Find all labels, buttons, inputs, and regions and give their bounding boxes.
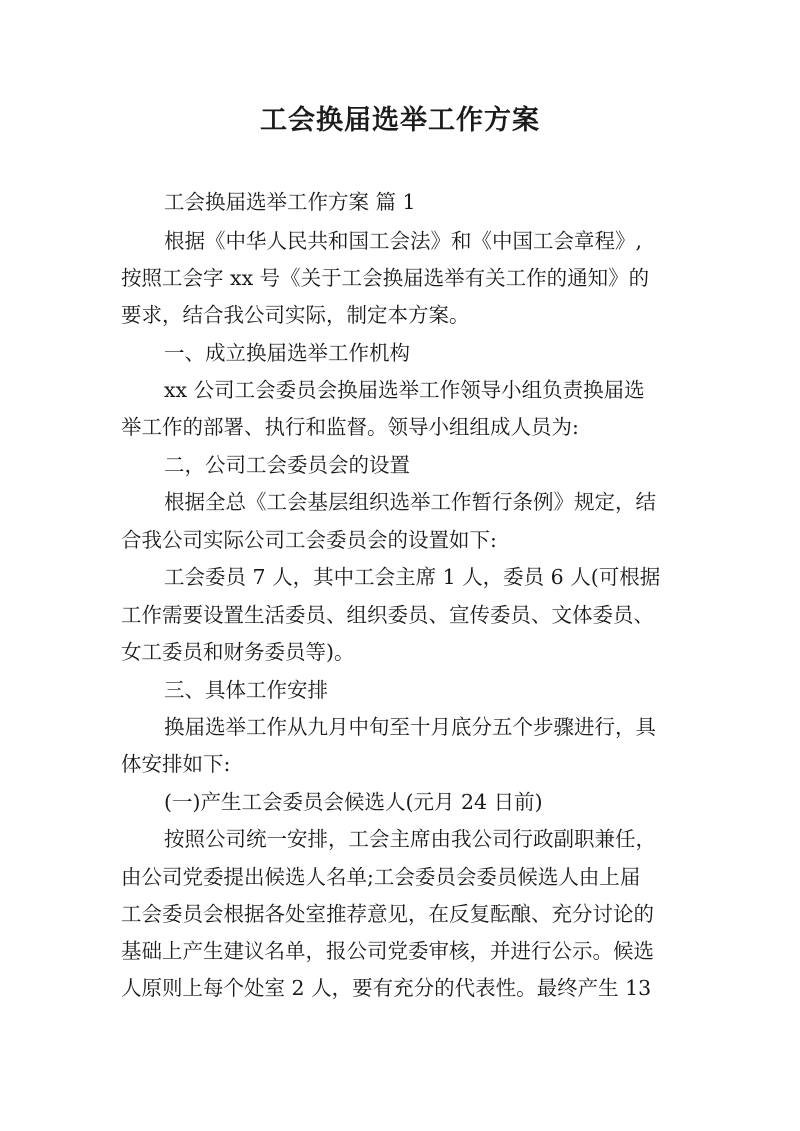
paragraph-line: 体安排如下:	[121, 752, 231, 776]
paragraph-line: 合我公司实际公司工会委员会的设置如下:	[121, 528, 497, 552]
paragraph-line: 工会委员会根据各处室推荐意见，在反复酝酿、充分讨论的	[121, 902, 654, 926]
paragraph-line: 基础上产生建议名单，报公司党委审核，并进行公示。候选	[121, 939, 654, 963]
paragraph-line: 按照工会字 xx 号《关于工会换届选举有关工作的通知》的	[121, 266, 650, 290]
paragraph-line: 换届选举工作从九月中旬至十月底分五个步骤进行，具	[164, 715, 656, 739]
subsection-heading: (一)产生工会委员会候选人(元月 24 日前)	[164, 790, 543, 814]
paragraph-line: 由公司党委提出候选人名单;工会委员会委员候选人由上届	[121, 865, 641, 889]
paragraph-line: 根据《中华人民共和国工会法》和《中国工会章程》,	[164, 229, 643, 253]
section-heading: 一、成立换届选举工作机构	[164, 341, 410, 365]
paragraph-line: 工会委员 7 人，其中工会主席 1 人，委员 6 人(可根据	[164, 565, 661, 589]
paragraph-line: xx 公司工会委员会换届选举工作领导小组负责换届选	[164, 378, 645, 402]
paragraph-line: 女工委员和财务委员等)。	[121, 640, 355, 664]
paragraph-line: 举工作的部署、执行和监督。领导小组组成人员为:	[121, 415, 579, 439]
section-heading: 三、具体工作安排	[164, 678, 328, 702]
section-heading: 工会换届选举工作方案 篇 1	[164, 190, 416, 214]
paragraph-line: 工作需要设置生活委员、组织委员、宣传委员、文体委员、	[121, 603, 654, 627]
paragraph-line: 要求，结合我公司实际，制定本方案。	[121, 303, 470, 327]
section-heading: 二，公司工会委员会的设置	[164, 453, 410, 477]
paragraph-line: 根据全总《工会基层组织选举工作暂行条例》规定，结	[164, 490, 656, 514]
paragraph-line: 人原则上每个处室 2 人，要有充分的代表性。最终产生 13	[121, 976, 652, 1000]
paragraph-line: 按照公司统一安排，工会主席由我公司行政副职兼任，	[164, 827, 656, 851]
document-title: 工会换届选举工作方案	[260, 105, 540, 136]
